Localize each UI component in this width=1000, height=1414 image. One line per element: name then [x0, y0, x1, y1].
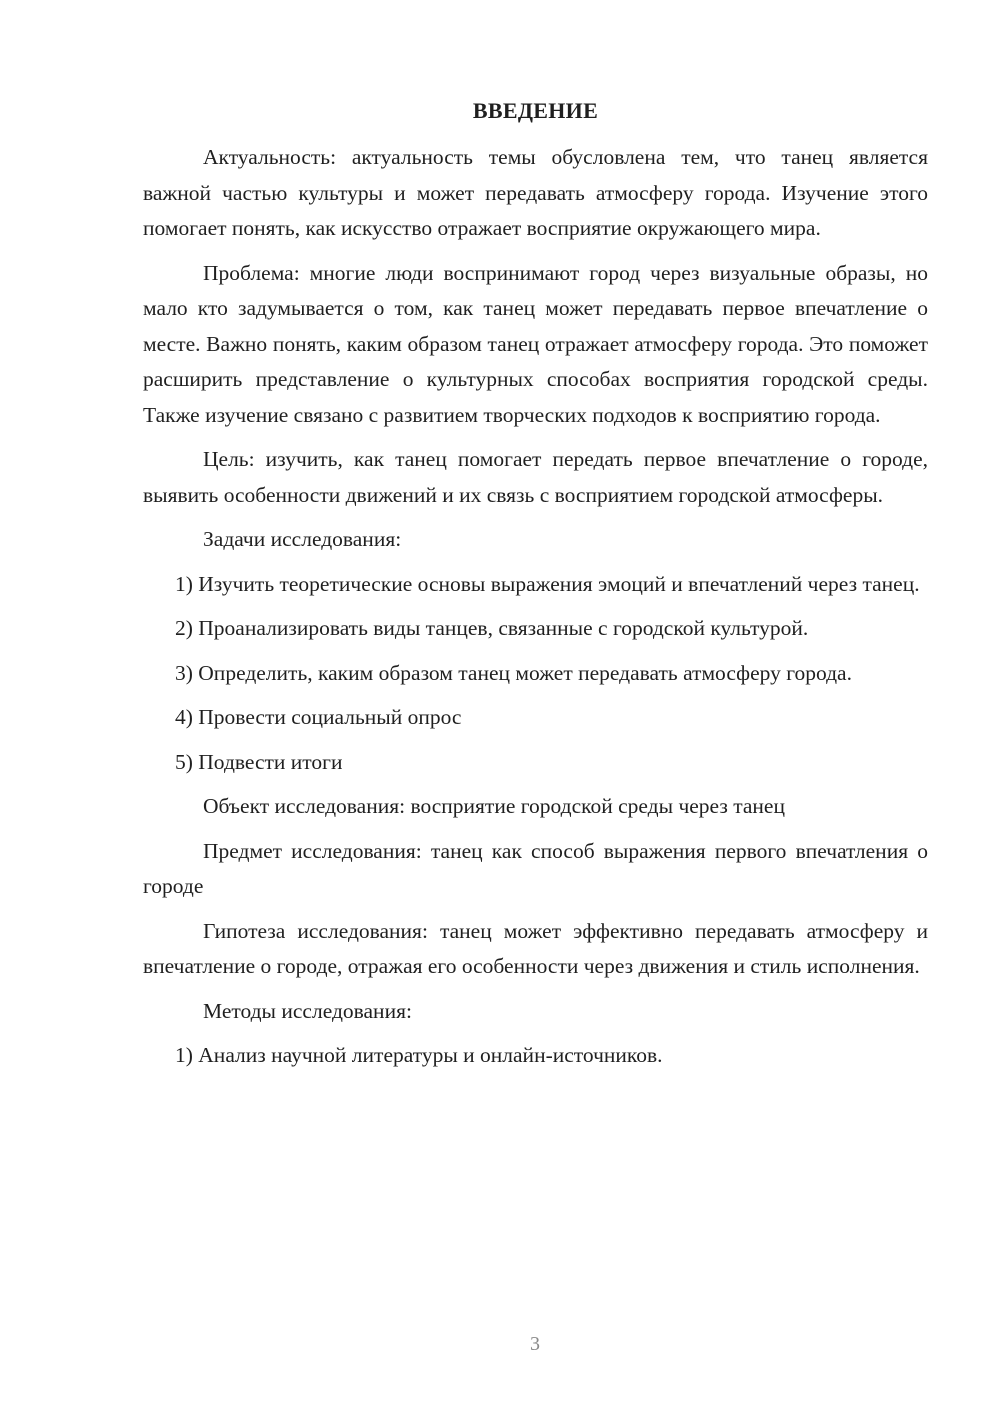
problem-paragraph: Проблема: многие люди воспринимают город через визуальные образы, но мало кто задумывается о том, как танец может передавать первое впечатление о месте. Важно понять, каким образом танец отражает атмосферу города. Это поможет расширить представление о культурных способах восприятия городской среды. Также изучение связано с развитием творческих подходов к восприятию города.: [143, 260, 928, 427]
goal-paragraph: Цель: изучить, как танец помогает передать первое впечатление о городе, выявить особенности движений и их связь с восприятием городской атмосферы.: [143, 447, 928, 507]
methods-heading: Методы исследования:: [203, 998, 412, 1023]
hypothesis-paragraph: Гипотеза исследования: танец может эффективно передавать атмосферу и впечатление о городе, отражая его особенности через движения и стиль исполнения.: [143, 918, 928, 978]
task-item: 3) Определить, каким образом танец может передавать атмосферу города.: [175, 660, 852, 685]
tasks-heading: Задачи исследования:: [203, 527, 402, 551]
task-item: 5) Подвести итоги: [175, 749, 343, 774]
object-paragraph: Объект исследования: восприятие городской среды через танец: [203, 794, 785, 818]
page-content: [143, 96, 928, 1083]
method-item: 1) Анализ научной литературы и онлайн-источников.: [175, 1043, 663, 1067]
section-title: ВВЕДЕНИЕ: [472, 98, 599, 123]
task-item: 2) Проанализировать виды танцев, связанные с городской культурой.: [175, 616, 809, 640]
task-item: 1) Изучить теоретические основы выражения эмоций и впечатлений через танец.: [175, 571, 920, 596]
task-item: 4) Провести социальный опрос: [175, 705, 462, 729]
page-number: 3: [530, 1333, 540, 1355]
subject-paragraph: Предмет исследования: танец как способ выражения первого впечатления о городе: [143, 838, 928, 898]
relevance-paragraph: Актуальность: актуальность темы обусловлена тем, что танец является важной частью культуры и может передавать атмосферу города. Изучение этого помогает понять, как искусство отражает восприятие окружающего мира.: [143, 145, 928, 240]
